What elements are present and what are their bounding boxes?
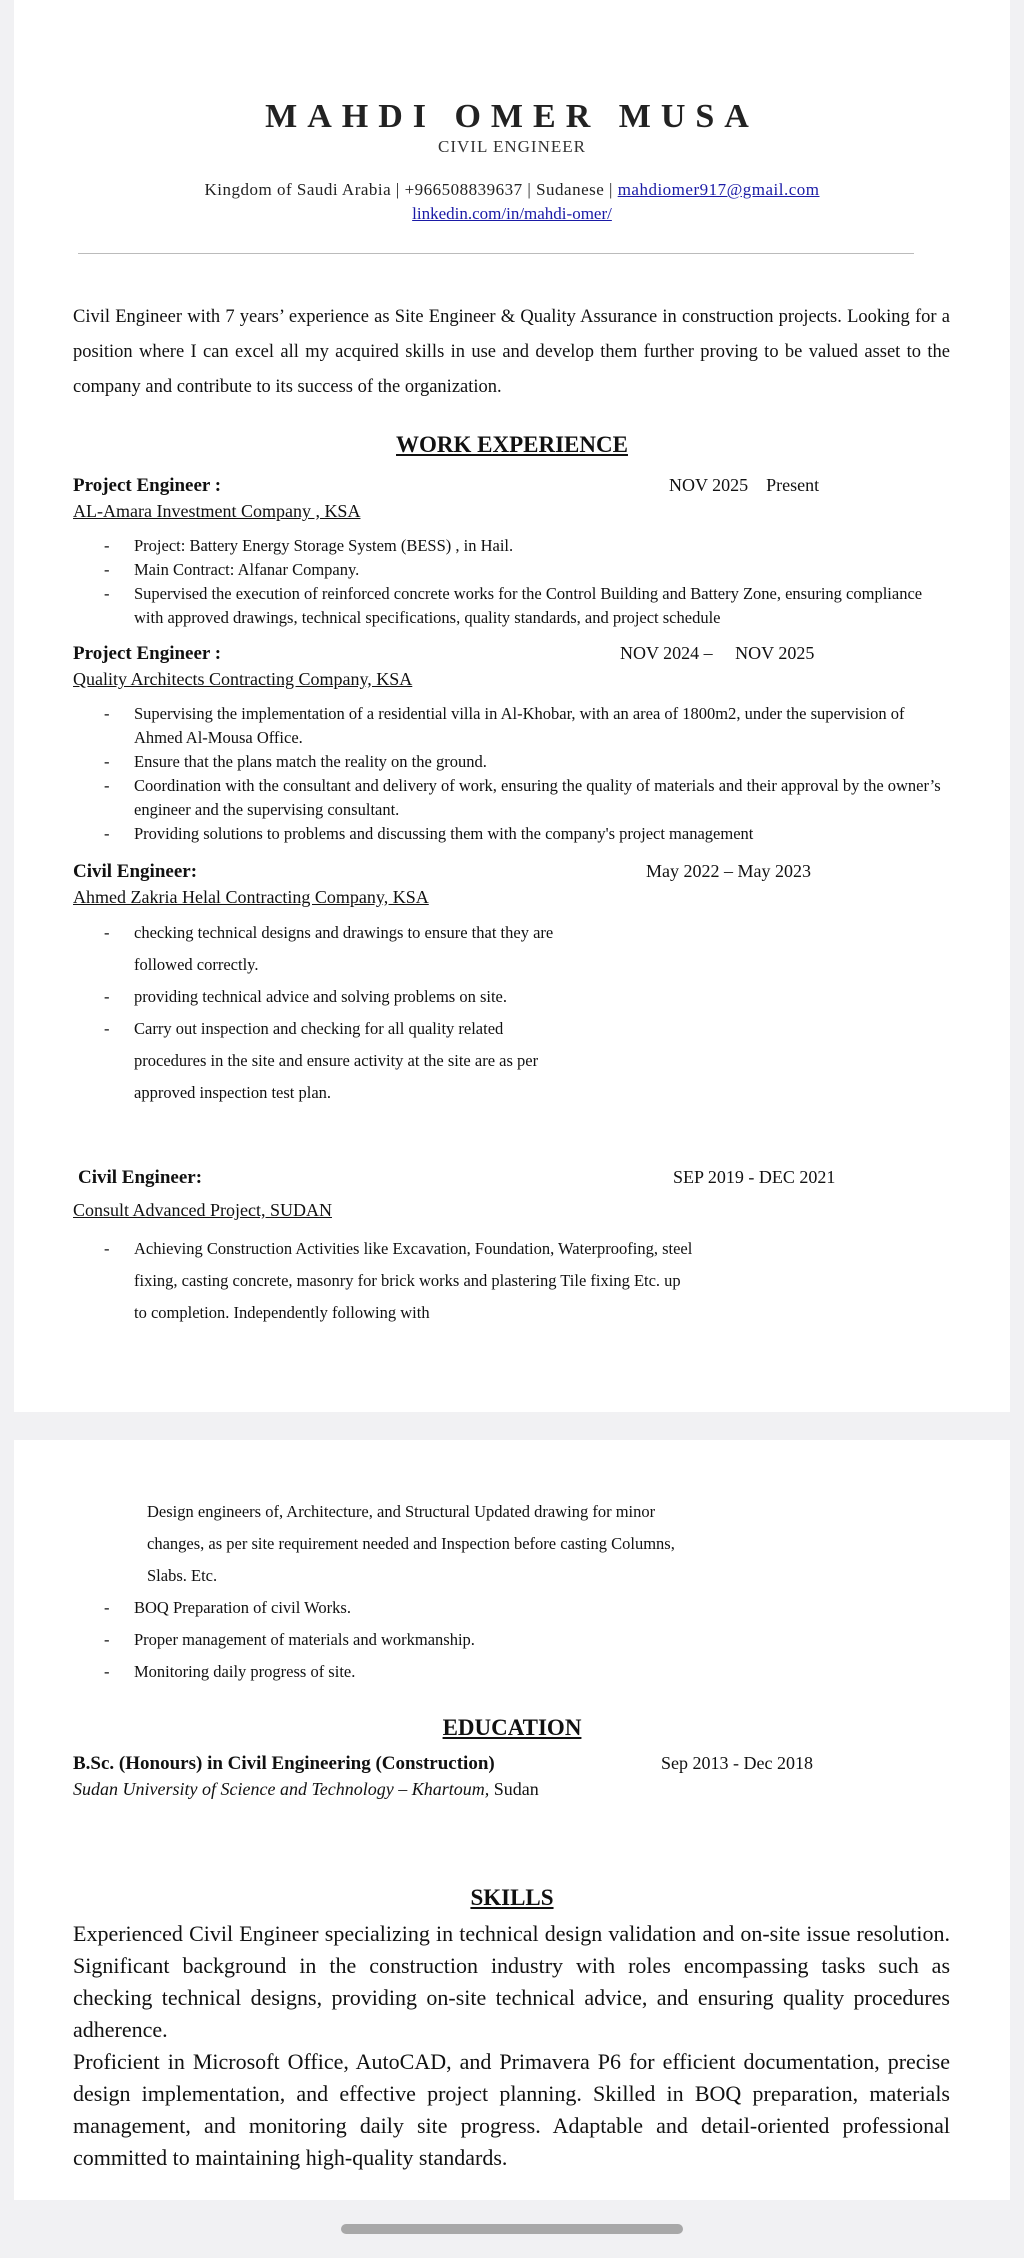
bullet-text: providing technical advice and solving problems on site. <box>134 987 507 1006</box>
resume-page-2 <box>14 1440 1010 2200</box>
education-heading: EDUCATION <box>442 1715 582 1740</box>
list-item <box>104 1233 694 1329</box>
home-indicator[interactable] <box>341 2224 683 2234</box>
bullet-dash: - <box>104 1019 110 1038</box>
bullet-dash: - <box>104 1239 110 1258</box>
bullet-dash: - <box>104 776 110 795</box>
bullet-dash: - <box>104 752 110 771</box>
education-degree: B.Sc. (Honours) in Civil Engineering (Construction) <box>73 1753 495 1774</box>
job-1-company: AL-Amara Investment Company , KSA <box>73 501 361 521</box>
bullet-text: Achieving Construction Activities like Excavation, Foundation, Waterproofing, steel fixing, casting concrete, masonry for brick works and plastering Tile fixing Etc. up to completion. Independently following with <box>134 1239 693 1322</box>
job-4-bullets-page-2 <box>104 1592 664 1688</box>
bullet-dash: - <box>104 584 110 603</box>
job-1-title: Project Engineer : <box>73 475 222 496</box>
job-4-bullet-continuation: Design engineers of, Architecture, and Structural Updated drawing for minor changes, as per site requirement needed and Inspection before casting Columns, Slabs. Etc. <box>147 1502 675 1585</box>
bullet-text: Ensure that the plans match the reality on the ground. <box>134 752 487 771</box>
bullet-text: Project: Battery Energy Storage System (BESS) , in Hail. <box>134 536 514 555</box>
bullet-text: Coordination with the consultant and delivery of work, ensuring the quality of materials and their approval by the owner’s engineer and the supervising consultant. <box>134 776 941 819</box>
job-2-date: NOV 2024 – NOV 2025 <box>620 643 815 663</box>
list-item <box>104 534 950 558</box>
bullet-text: Main Contract: Alfanar Company. <box>134 560 360 579</box>
school-location: Sudan <box>489 1779 539 1799</box>
linkedin-line <box>14 204 1010 224</box>
list-item <box>104 981 564 1013</box>
list-item <box>104 917 564 981</box>
skills-text <box>73 1918 950 2174</box>
education-date: Sep 2013 - Dec 2018 <box>661 1753 813 1773</box>
job-4-date: SEP 2019 - DEC 2021 <box>673 1167 836 1187</box>
bullet-text: Providing solutions to problems and discussing them with the company's project management <box>134 824 754 843</box>
bullet-text: Carry out inspection and checking for all quality related procedures in the site and ensure activity at the site are as per approved inspection test plan. <box>134 1019 539 1102</box>
job-2-bullets <box>104 702 950 846</box>
job-3-company: Ahmed Zakria Helal Contracting Company, KSA <box>73 887 429 907</box>
bullet-dash: - <box>104 560 110 579</box>
skills-paragraph-2: Proficient in Microsoft Office, AutoCAD, and Primavera P6 for efficient documentation, precise design implementation, and effective project planning. Skilled in BOQ preparation, materials management, and monitoring daily site progress. Adaptable and detail-oriented professional committed to maintaining high-quality standards. <box>73 2049 950 2170</box>
job-1-date: NOV 2025 Present <box>669 475 820 495</box>
linkedin-link[interactable]: linkedin.com/in/mahdi-omer/ <box>412 204 612 223</box>
bullet-text: checking technical designs and drawings to ensure that they are followed correctly. <box>134 923 554 974</box>
contact-details: Kingdom of Saudi Arabia | +966508839637 | Sudanese | <box>204 180 618 199</box>
job-2-company: Quality Architects Contracting Company, KSA <box>73 669 413 689</box>
job-3-date: May 2022 – May 2023 <box>646 861 811 881</box>
bullet-text: Supervised the execution of reinforced concrete works for the Control Building and Battery Zone, ensuring compliance with approved drawings, technical specifications, quality standards, and project schedule <box>134 584 923 627</box>
job-4-bullets-page-1 <box>104 1233 694 1329</box>
bullet-dash: - <box>104 824 110 843</box>
list-item <box>104 1013 564 1109</box>
list-item <box>104 774 950 822</box>
job-3-bullets <box>104 917 564 1109</box>
education-school <box>73 1779 539 1800</box>
bullet-dash: - <box>104 1598 110 1617</box>
bullet-dash: - <box>104 1662 110 1681</box>
list-item <box>104 1656 664 1688</box>
contact-line <box>14 180 1010 200</box>
email-link[interactable]: mahdiomer917@gmail.com <box>617 180 820 199</box>
list-item <box>104 702 950 750</box>
job-4-company: Consult Advanced Project, SUDAN <box>73 1200 332 1220</box>
skills-heading: SKILLS <box>470 1885 554 1910</box>
bullet-dash: - <box>104 923 110 942</box>
bullet-dash: - <box>104 536 110 555</box>
candidate-name: MAHDI OMER MUSA <box>265 98 759 135</box>
job-2-title: Project Engineer : <box>73 643 222 664</box>
school-name: Sudan University of Science and Technology – Khartoum, <box>73 1779 490 1799</box>
bullet-text: Monitoring daily progress of site. <box>134 1662 356 1681</box>
candidate-title: CIVIL ENGINEER <box>438 137 586 156</box>
list-item <box>104 1592 664 1624</box>
bullet-dash: - <box>104 704 110 723</box>
resume-page-1 <box>14 0 1010 1412</box>
job-3-title: Civil Engineer: <box>73 861 198 882</box>
bullet-dash: - <box>104 987 110 1006</box>
list-item <box>104 822 950 846</box>
bullet-text: BOQ Preparation of civil Works. <box>134 1598 351 1617</box>
list-item <box>104 750 950 774</box>
list-item <box>104 582 950 630</box>
header-divider <box>78 253 914 254</box>
bullet-dash: - <box>104 1630 110 1649</box>
list-item <box>104 558 950 582</box>
skills-paragraph-1: Experienced Civil Engineer specializing in technical design validation and on-site issue resolution. Significant background in the construction industry with roles encompassing tasks such as checking technical designs, providing on-site technical advice, and ensuring quality procedures adherence. <box>73 1921 950 2042</box>
list-item <box>104 1624 664 1656</box>
bullet-text: Supervising the implementation of a residential villa in Al-Khobar, with an area of 1800m2, under the supervision of Ahmed Al-Mousa Office. <box>134 704 905 747</box>
job-1-bullets <box>104 534 950 630</box>
summary-paragraph: Civil Engineer with 7 years’ experience as Site Engineer & Quality Assurance in construction projects. Looking for a position where I can excel all my acquired skills in use and develop them further proving to be valued asset to the company and contribute to its success of the organization. <box>73 307 950 397</box>
bullet-text: Proper management of materials and workmanship. <box>134 1630 475 1649</box>
work-experience-heading: WORK EXPERIENCE <box>396 432 628 457</box>
job-4-title: Civil Engineer: <box>78 1167 203 1188</box>
